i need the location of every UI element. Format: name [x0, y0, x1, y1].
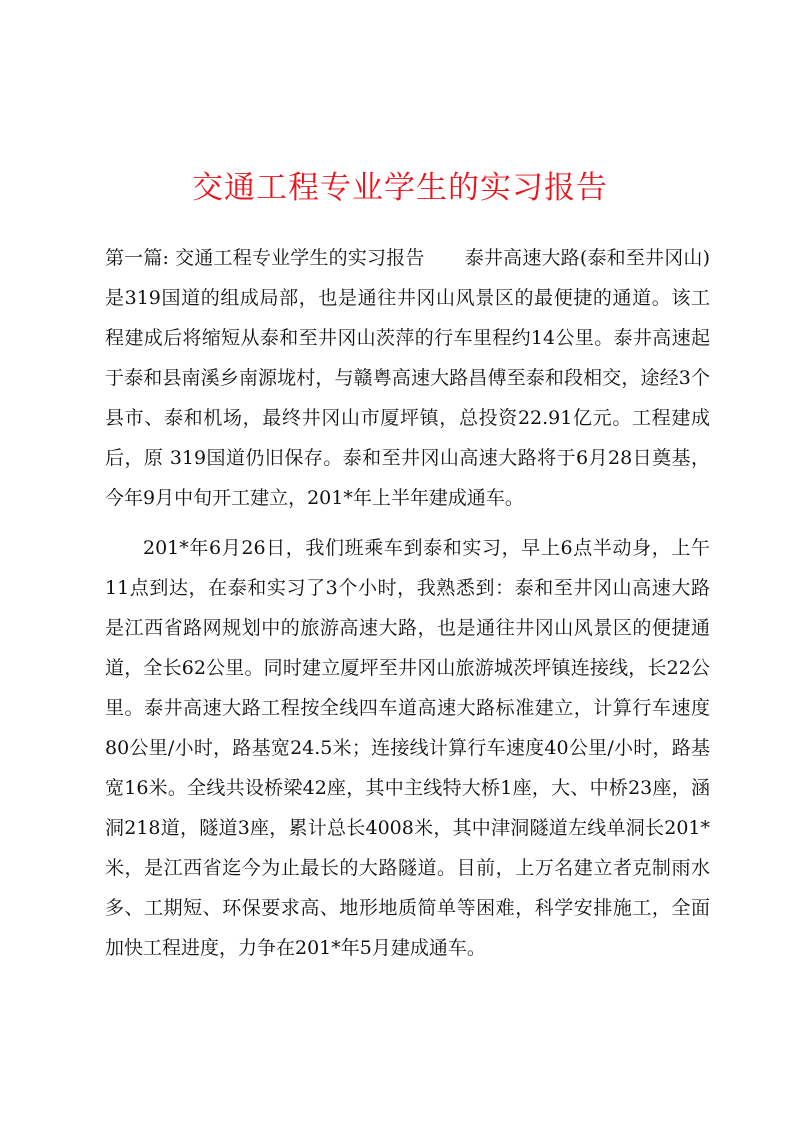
paragraph-2-text: 201*年6月26日，我们班乘车到泰和实习，早上6点半动身，上午11点到达，在泰和实习了3个小时，我熟悉到：泰和至井冈山高速大路是江西省路网规划中的旅游高速大路，也是通往井冈山风景区的便捷通道，全长62公里。同时建立厦坪至井冈山旅游城茨坪镇连接线，长22公里。泰井高速大路工程按全线四车道高速大路标准建立，计算行车速度80公里/小时，路基宽24.5米；连接线计算行车速度40公里/小时，路基宽16米。全线共设桥梁42座，其中主线特大桥1座，大、中桥23座，涵洞218道，隧道3座，累计总长4008米，其中津洞隧道左线单洞长201*米，是江西省迄今为止最长的大路隧道。目前，上万名建立者克制雨水多、工期短、环保要求高、地形地质简单等困难，科学安排施工，全面加快工程进度，力争在201*年5月建成通车。	[105, 537, 710, 959]
paragraph-1-text: 泰井高速大路(泰和至井冈山)是319国道的组成局部，也是通往井冈山风景区的最便捷的通道。该工程建成后将缩短从泰和至井冈山茨萍的行车里程约14公里。泰井高速起于泰和县南溪乡南源垅村，与赣粤高速大路昌傅至泰和段相交，途经3个县市、泰和机场，最终井冈山市厦坪镇，总投资22.91亿元。工程建成后，原 319国道仍旧保存。泰和至井冈山高速大路将于6月28日奠基，今年9月中旬开工建立，201*年上半年建成通车。	[105, 247, 710, 509]
document-body	[105, 238, 710, 968]
document-title: 交通工程专业学生的实习报告	[192, 170, 608, 206]
paragraph-2	[105, 528, 710, 968]
paragraph-1	[105, 238, 710, 518]
section-heading: 第一篇: 交通工程专业学生的实习报告	[105, 247, 425, 269]
